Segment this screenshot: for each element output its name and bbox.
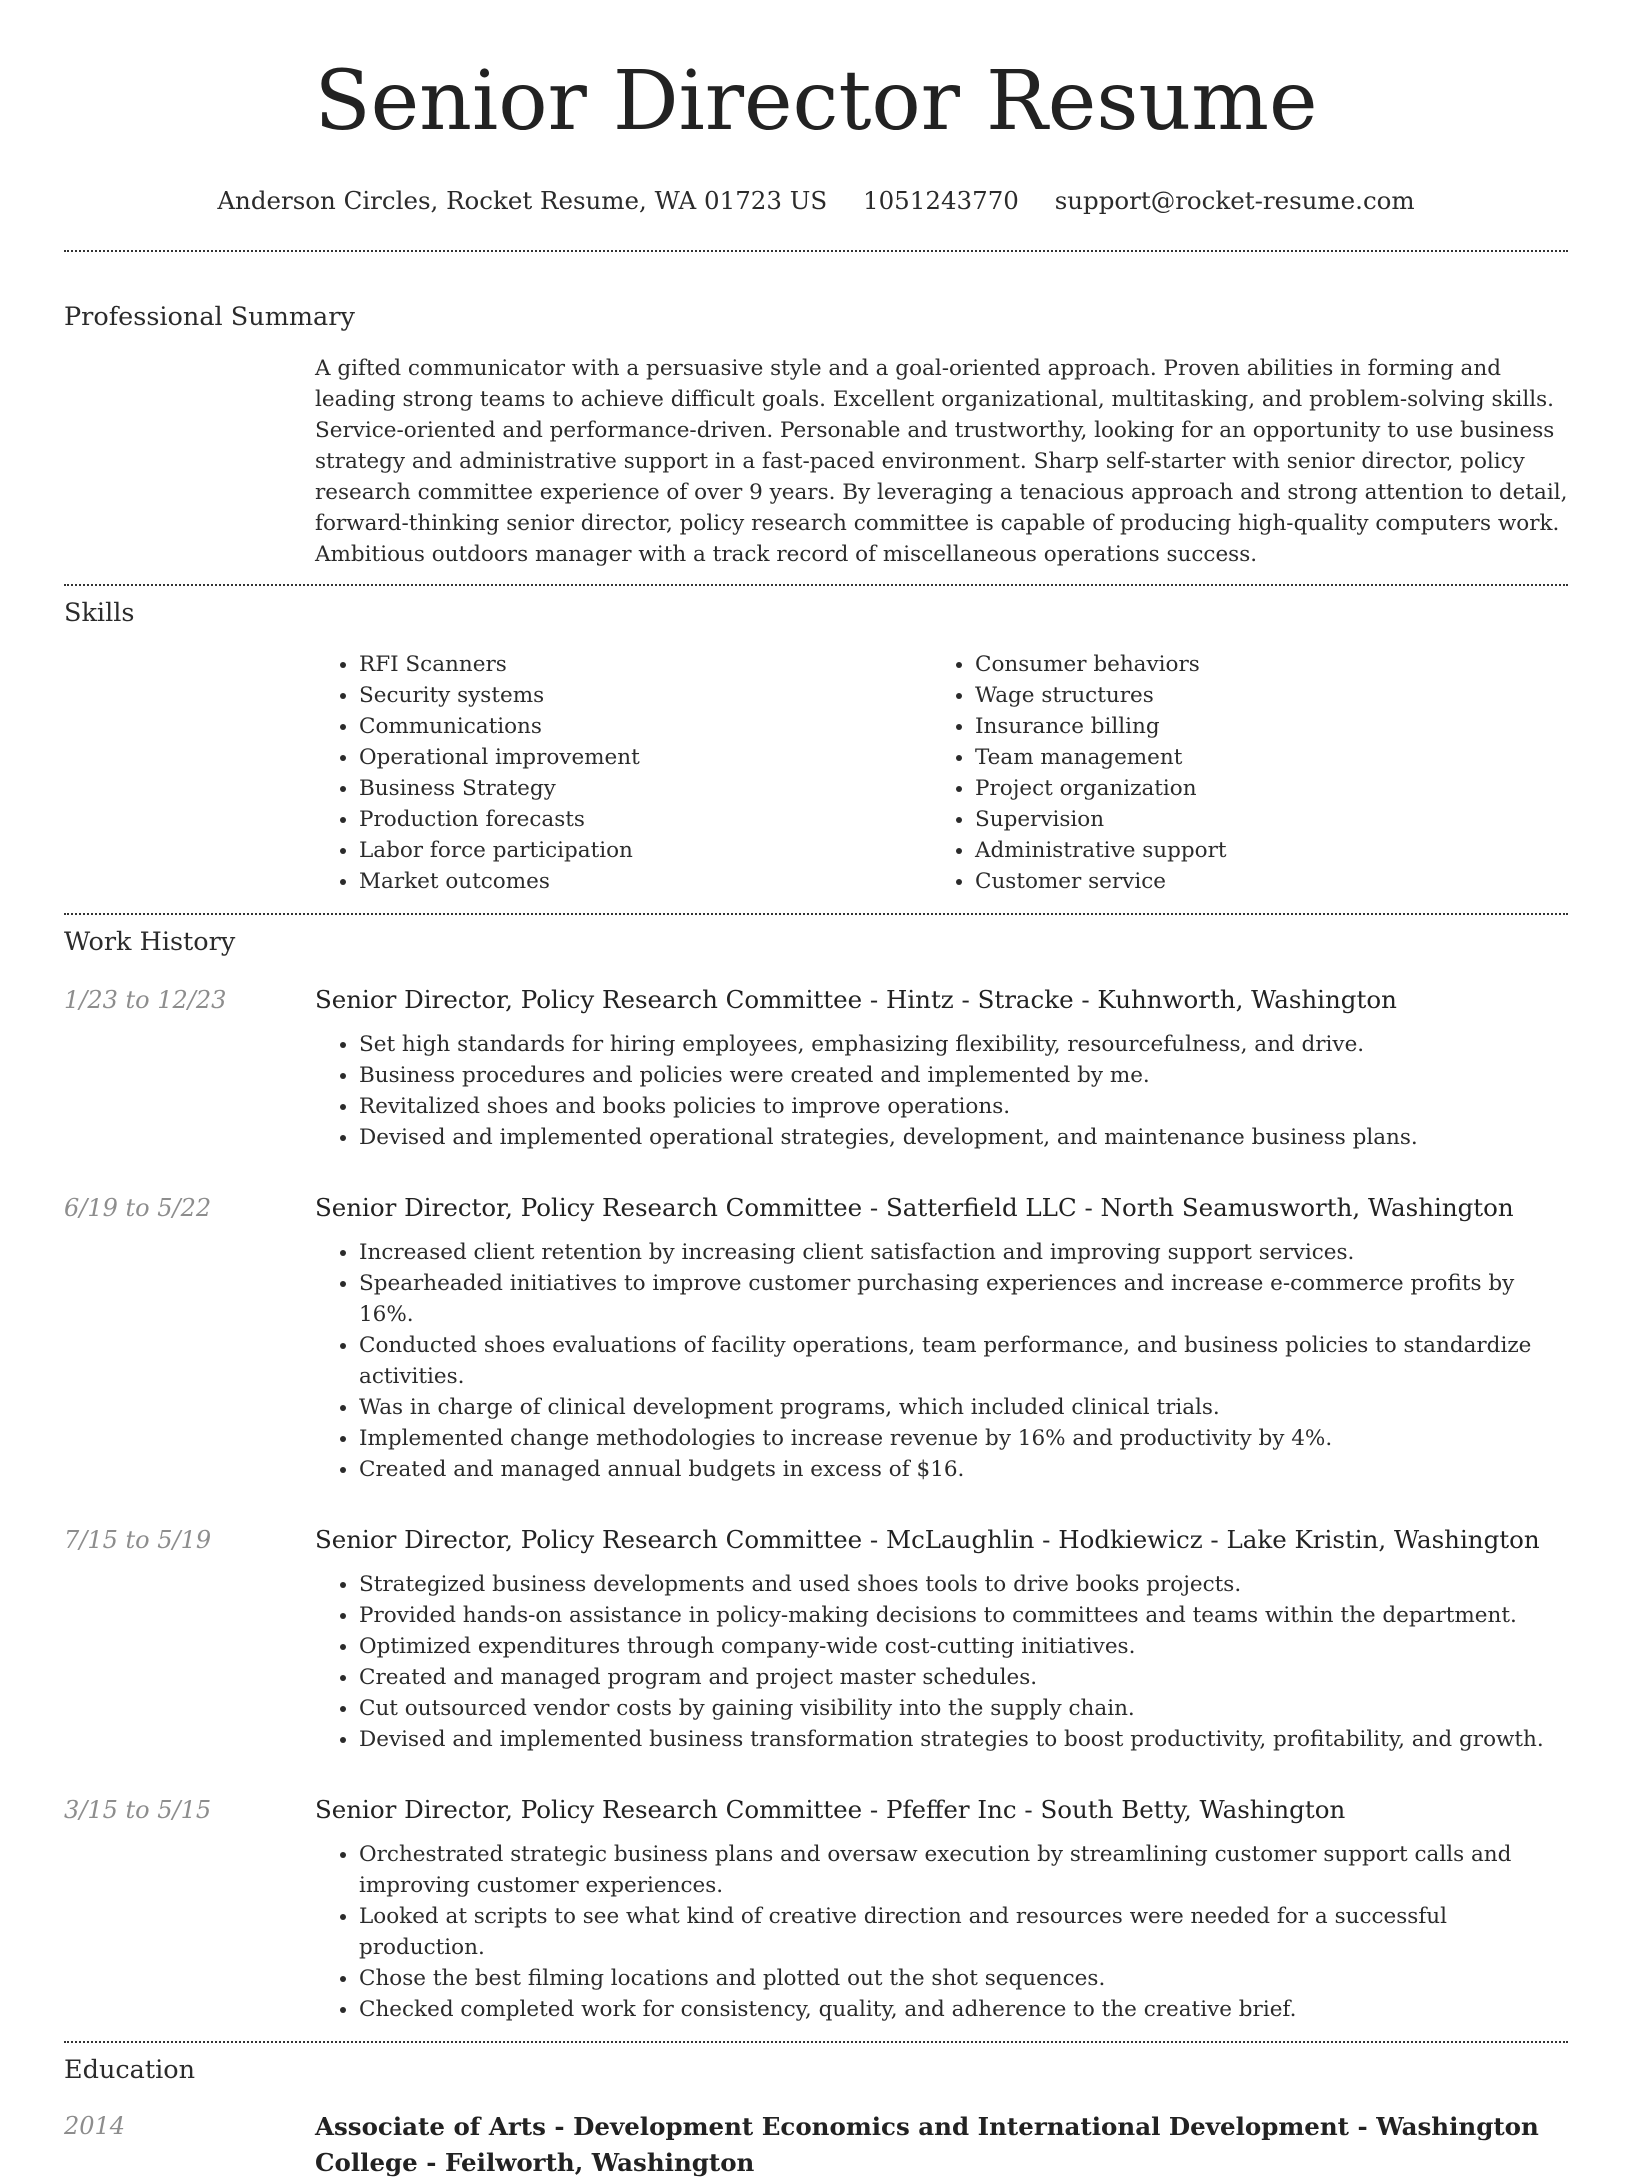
job-title: Senior Director, Policy Research Committee - Pfeffer Inc - South Betty, Washington: [315, 1795, 1346, 1824]
job-date: 7/15 to 5/19: [64, 1526, 212, 1554]
job-bullet: • Spearheaded initiatives to improve customer purchasing experiences and increase e-commerce profits by 16%.: [359, 1268, 1568, 1330]
skill-item: • Insurance billing: [975, 711, 1547, 742]
job-bullet: • Chose the best filming locations and plotted out the shot sequences.: [359, 1963, 1568, 1994]
job-entry: [64, 1523, 1568, 1755]
skill-item: • Market outcomes: [359, 866, 931, 897]
job-bullet: • Business procedures and policies were created and implemented by me.: [359, 1060, 1568, 1091]
job-bullet: • Orchestrated strategic business plans and oversaw execution by streamlining customer support calls and improving customer experiences.: [359, 1839, 1568, 1901]
job-bullet: • Was in charge of clinical development programs, which included clinical trials.: [359, 1392, 1568, 1423]
job-bullets: [315, 1569, 1568, 1755]
education-section: [64, 2043, 1568, 2181]
job-title: Senior Director, Policy Research Committee - McLaughlin - Hodkiewicz - Lake Kristin, Washington: [315, 1525, 1540, 1554]
skill-item: • Communications: [359, 711, 931, 742]
job-bullet: • Strategized business developments and used shoes tools to drive books projects.: [359, 1569, 1568, 1600]
job-bullets: [315, 1237, 1568, 1485]
job-entry: [64, 1191, 1568, 1485]
summary-text: A gifted communicator with a persuasive style and a goal-oriented approach. Proven abilities in forming and leading strong teams to achieve difficult goals. Excellent organizational, multitasking, and problem-solving skills. Service-oriented and performance-driven. Personable and trustworthy, looking for an opportunity to use business strategy and administrative support in a fast-paced environment. Sharp self-starter with senior director, policy research committee experience of over 9 years. By leveraging a tenacious approach and strong attention to detail, forward-thinking senior director, policy research committee is capable of producing high-quality computers work. Ambitious outdoors manager with a track record of miscellaneous operations success.: [315, 356, 1568, 567]
resume-title: Senior Director Resume: [314, 54, 1318, 149]
job-bullet: • Increased client retention by increasing client satisfaction and improving support services.: [359, 1237, 1568, 1268]
education-date: 2014: [64, 2112, 126, 2140]
education-title: Associate of Arts - Development Economics and International Development - Washington College - Feilworth, Washington: [315, 2112, 1539, 2177]
section-heading-work-history: Work History: [64, 927, 236, 957]
skill-item: • Wage structures: [975, 680, 1547, 711]
section-heading-skills: Skills: [64, 598, 135, 628]
skills-section: [64, 586, 1568, 897]
contact-info: [64, 186, 1568, 216]
job-date: 1/23 to 12/23: [64, 986, 227, 1014]
section-heading-education: Education: [64, 2055, 196, 2085]
job-bullet: • Set high standards for hiring employees, emphasizing flexibility, resourcefulness, and drive.: [359, 1029, 1568, 1060]
skill-item: • RFI Scanners: [359, 649, 931, 680]
skill-item: • Team management: [975, 742, 1547, 773]
phone: 1051243770: [863, 186, 1019, 215]
section-heading-summary: Professional Summary: [64, 302, 355, 332]
skill-item: • Supervision: [975, 804, 1547, 835]
job-bullet: • Cut outsourced vendor costs by gaining visibility into the supply chain.: [359, 1693, 1568, 1724]
skill-item: • Consumer behaviors: [975, 649, 1547, 680]
summary-section: [64, 252, 1568, 570]
skill-item: • Operational improvement: [359, 742, 931, 773]
job-bullet: • Provided hands-on assistance in policy-making decisions to committees and teams within the department.: [359, 1600, 1568, 1631]
job-bullet: • Looked at scripts to see what kind of creative direction and resources were needed for a successful production.: [359, 1901, 1568, 1963]
job-entry: [64, 1793, 1568, 2025]
job-title: Senior Director, Policy Research Committee - Satterfield LLC - North Seamusworth, Washington: [315, 1193, 1514, 1222]
email: support@rocket-resume.com: [1054, 186, 1415, 215]
job-bullet: • Created and managed program and project master schedules.: [359, 1662, 1568, 1693]
job-title: Senior Director, Policy Research Committee - Hintz - Stracke - Kuhnworth, Washington: [315, 985, 1397, 1014]
job-bullets: [315, 1839, 1568, 2025]
work-history-section: [64, 915, 1568, 2025]
job-date: 6/19 to 5/22: [64, 1194, 212, 1222]
job-bullet: • Implemented change methodologies to increase revenue by 16% and productivity by 4%.: [359, 1423, 1568, 1454]
skills-list-right: [931, 649, 1547, 897]
job-bullet: • Created and managed annual budgets in excess of $16.: [359, 1454, 1568, 1485]
skill-item: • Labor force participation: [359, 835, 931, 866]
address: Anderson Circles, Rocket Resume, WA 01723 US: [217, 186, 828, 215]
skill-item: • Production forecasts: [359, 804, 931, 835]
education-entry: [64, 2109, 1568, 2181]
job-bullet: • Conducted shoes evaluations of facility operations, team performance, and business policies to standardize activities.: [359, 1330, 1568, 1392]
skill-item: • Security systems: [359, 680, 931, 711]
job-date: 3/15 to 5/15: [64, 1796, 212, 1824]
job-bullet: • Devised and implemented operational strategies, development, and maintenance business plans.: [359, 1122, 1568, 1153]
job-entry: [64, 983, 1568, 1153]
skill-item: • Customer service: [975, 866, 1547, 897]
skill-item: • Business Strategy: [359, 773, 931, 804]
job-bullets: [315, 1029, 1568, 1153]
job-bullet: • Checked completed work for consistency, quality, and adherence to the creative brief.: [359, 1994, 1568, 2025]
skills-list-left: [315, 649, 931, 897]
job-bullet: • Revitalized shoes and books policies to improve operations.: [359, 1091, 1568, 1122]
skill-item: • Project organization: [975, 773, 1547, 804]
job-bullet: • Optimized expenditures through company-wide cost-cutting initiatives.: [359, 1631, 1568, 1662]
skill-item: • Administrative support: [975, 835, 1547, 866]
job-bullet: • Devised and implemented business transformation strategies to boost productivity, profitability, and growth.: [359, 1724, 1568, 1755]
